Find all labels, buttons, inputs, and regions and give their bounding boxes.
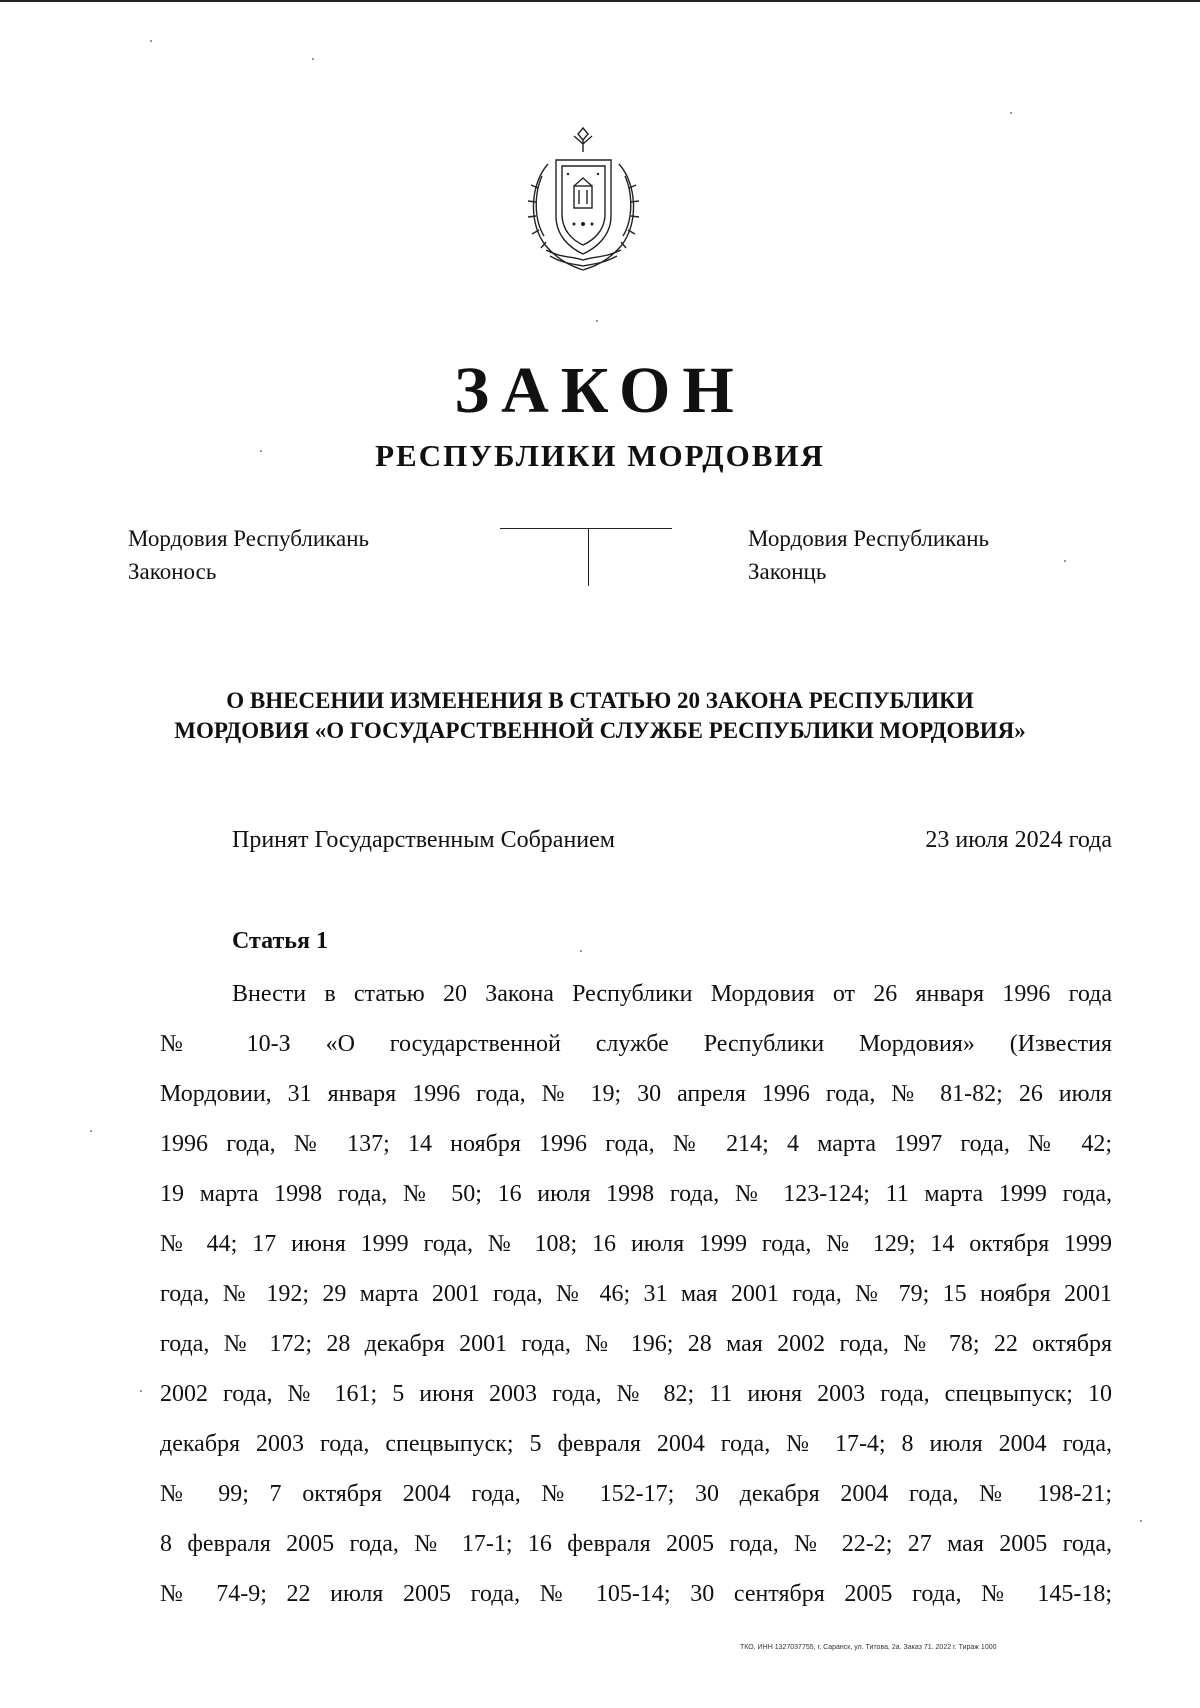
scan-speck	[1064, 560, 1066, 562]
law-subject	[0, 686, 1200, 746]
republic-name: РЕСПУБЛИКИ МОРДОВИЯ	[375, 438, 825, 473]
article-line: 19 марта 1998 года, № 50; 16 июля 1998 года, № 123-124; 11 марта 1999 года,	[160, 1181, 1112, 1207]
adoption-line	[232, 824, 1112, 856]
moksha-label-line: Законось	[128, 559, 217, 584]
erzya-label-line: Законць	[748, 559, 827, 584]
article-line: года, № 192; 29 марта 2001 года, № 46; 31 мая 2001 года, № 79; 15 ноября 2001	[160, 1281, 1112, 1307]
article-line: № 74-9; 22 июля 2005 года, № 105-14; 30 сентября 2005 года, № 145-18;	[160, 1581, 1112, 1607]
article-line: № 44; 17 июня 1999 года, № 108; 16 июля 1999 года, № 129; 14 октября 1999	[160, 1231, 1112, 1257]
article-line: 8 февраля 2005 года, № 17-1; 16 февраля 2005 года, № 22-2; 27 мая 2005 года,	[160, 1531, 1112, 1557]
article-body	[160, 969, 1112, 1619]
scan-speck	[90, 1130, 92, 1132]
moksha-label-line: Мордовия Республикань	[128, 526, 370, 551]
erzya-label	[748, 522, 989, 588]
scan-speck	[150, 40, 152, 42]
article-line: 2002 года, № 161; 5 июня 2003 года, № 82; 11 июня 2003 года, спецвыпуск; 10	[160, 1381, 1112, 1407]
article-line: № 99; 7 октября 2004 года, № 152-17; 30 декабря 2004 года, № 198-21;	[160, 1481, 1112, 1507]
article-line: Мордовии, 31 января 1996 года, № 19; 30 апреля 1996 года, № 81-82; 26 июля	[160, 1081, 1112, 1107]
article-line: декабря 2003 года, спецвыпуск; 5 февраля 2004 года, № 17-4; 8 июля 2004 года,	[160, 1431, 1112, 1457]
slot-vertical-line	[588, 528, 589, 586]
scan-speck	[140, 1390, 142, 1392]
subject-line: МОРДОВИЯ «О ГОСУДАРСТВЕННОЙ СЛУЖБЕ РЕСПУБЛИКИ МОРДОВИЯ»	[174, 718, 1026, 743]
scan-speck	[580, 950, 582, 952]
moksha-label	[128, 522, 369, 588]
scan-speck	[1010, 112, 1012, 114]
article-title: Статья 1	[232, 928, 328, 954]
coat-of-arms-icon	[516, 124, 651, 279]
scan-speck	[260, 450, 262, 452]
article-line: Внести в статью 20 Закона Республики Мордовия от 26 января 1996 года	[232, 981, 1112, 1007]
article-line: № 10-З «О государственной службе Республики Мордовия» (Известия	[160, 1031, 1112, 1057]
law-title: ЗАКОН	[454, 354, 746, 427]
slot-horizontal-line	[500, 528, 672, 529]
adopted-date: 23 июля 2024 года	[925, 827, 1112, 853]
article-line: 1996 года, № 137; 14 ноября 1996 года, № 214; 4 марта 1997 года, № 42;	[160, 1131, 1112, 1157]
article-line: года, № 172; 28 декабря 2001 года, № 196; 28 мая 2002 года, № 78; 22 октября	[160, 1331, 1112, 1357]
erzya-label-line: Мордовия Республикань	[748, 526, 990, 551]
subject-line: О ВНЕСЕНИИ ИЗМЕНЕНИЯ В СТАТЬЮ 20 ЗАКОНА РЕСПУБЛИКИ	[226, 688, 974, 713]
printer-imprint: ТКО, ИНН 1327037755, г. Саранск, ул. Титова, 2а. Заказ 71. 2022 г. Тираж 1000	[740, 1644, 997, 1651]
scan-speck	[312, 58, 314, 60]
top-border	[0, 0, 1200, 2]
scan-speck	[596, 320, 598, 322]
adopted-by: Принят Государственным Собранием	[232, 827, 615, 853]
law-number-slot	[500, 528, 672, 586]
scan-speck	[1140, 1520, 1142, 1522]
